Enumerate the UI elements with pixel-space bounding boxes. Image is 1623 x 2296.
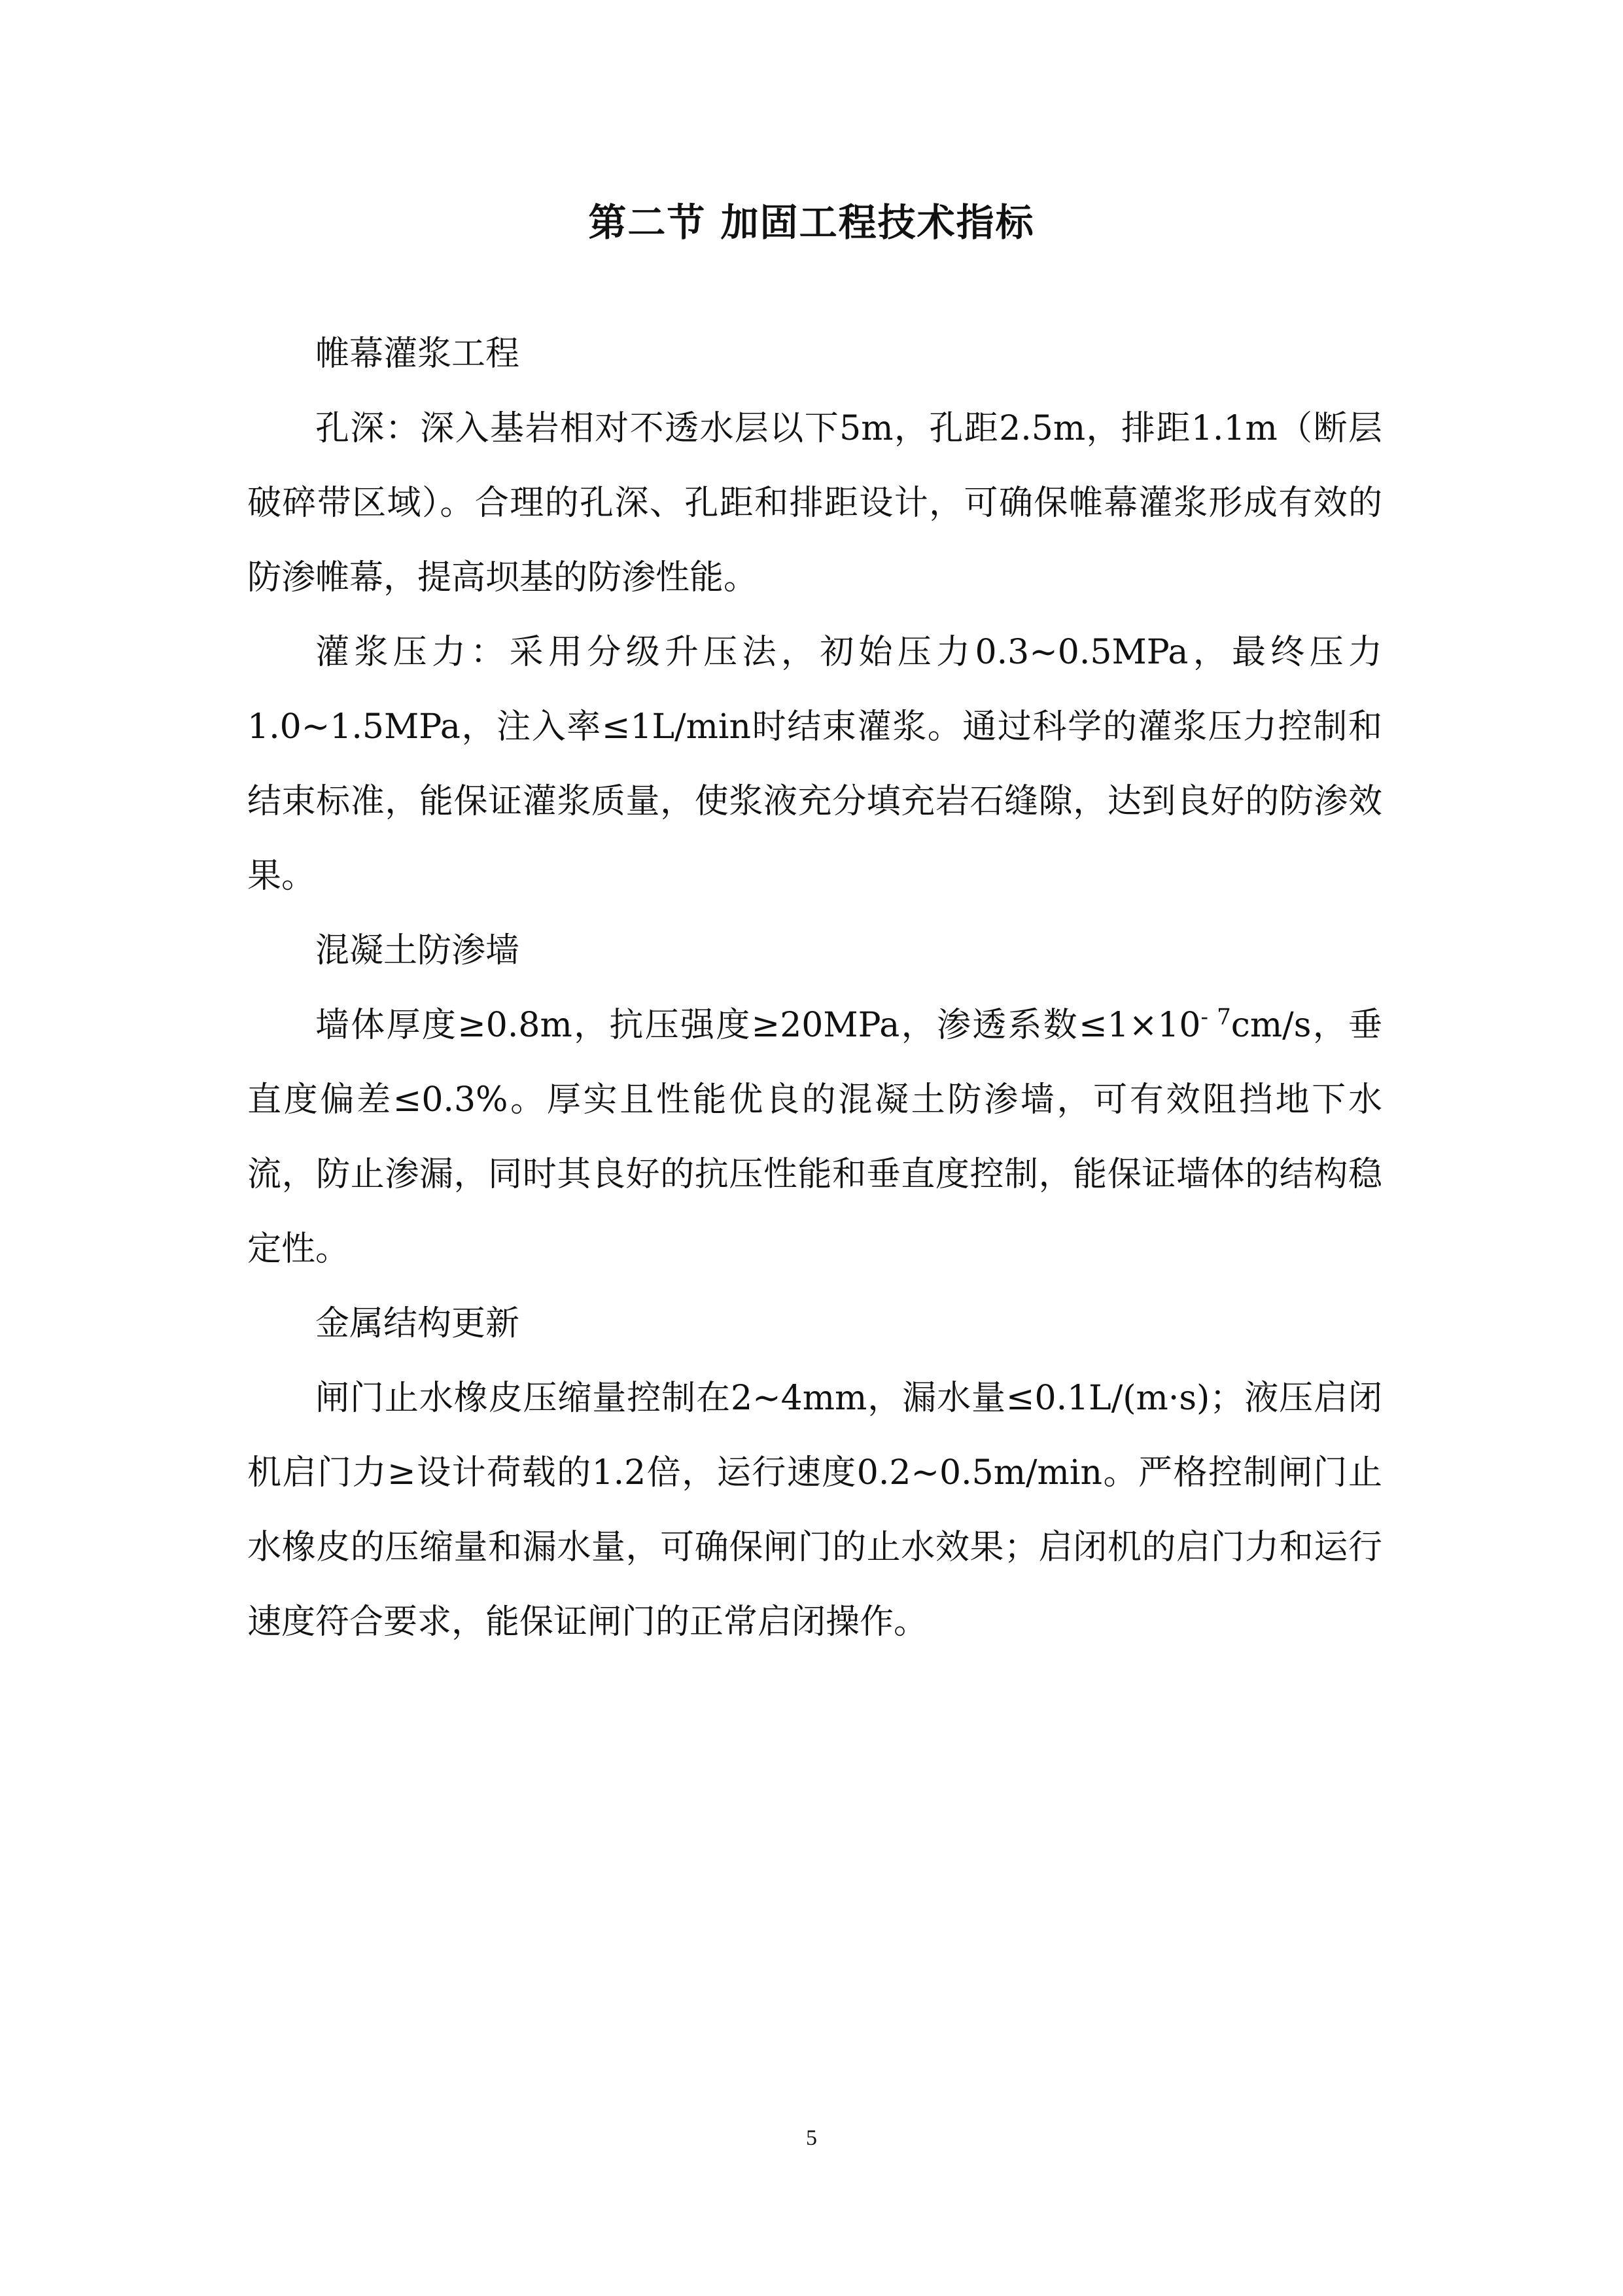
heading-curtain-grouting: 帷幕灌浆工程 bbox=[315, 334, 520, 374]
page-number: 5 bbox=[806, 2126, 817, 2150]
paragraph-gate-seal: 闸门止水橡皮压缩量控制在2~4mm，漏水量≤0.1L/(m·s)；液压启闭机启门力≥设计荷载的1.2倍，运行速度0.2~0.5m/min。严格控制闸门止水橡皮的压缩量和漏水量，可确保闸门的止水效果；启闭机的启门力和运行速度符合要求，能保证闸门的正常启闭操作。 bbox=[247, 1379, 1382, 1642]
document-body bbox=[247, 317, 1382, 1659]
wall-specs-text-pre: 墙体厚度≥0.8m，抗压强度≥20MPa，渗透系数≤1×10 bbox=[315, 1006, 1201, 1045]
paragraph-wall-specs bbox=[247, 988, 1382, 1286]
paragraph-grouting-pressure: 灌浆压力：采用分级升压法，初始压力0.3~0.5MPa，最终压力1.0~1.5MPa，注入率≤1L/min时结束灌浆。通过科学的灌浆压力控制和结束标准，能保证灌浆质量，使浆液充分填充岩石缝隙，达到良好的防渗效果。 bbox=[247, 633, 1382, 896]
wall-specs-text-post: cm/s，垂直度偏差≤0.3%。厚实且性能优良的混凝土防渗墙，可有效阻挡地下水流，防止渗漏，同时其良好的抗压性能和垂直度控制，能保证墙体的结构稳定性。 bbox=[247, 1006, 1382, 1269]
heading-metal-structure: 金属结构更新 bbox=[315, 1304, 520, 1343]
wall-specs-exponent: - 7 bbox=[1200, 1004, 1231, 1031]
heading-cutoff-wall: 混凝土防渗墙 bbox=[315, 931, 520, 970]
paragraph-hole-depth: 孔深：深入基岩相对不透水层以下5m，孔距2.5m，排距1.1m（断层破碎带区域）。合理的孔深、孔距和排距设计，可确保帷幕灌浆形成有效的防渗帷幕，提高坝基的防渗性能。 bbox=[247, 409, 1382, 597]
section-title: 第二节 加固工程技术指标 bbox=[588, 200, 1035, 245]
